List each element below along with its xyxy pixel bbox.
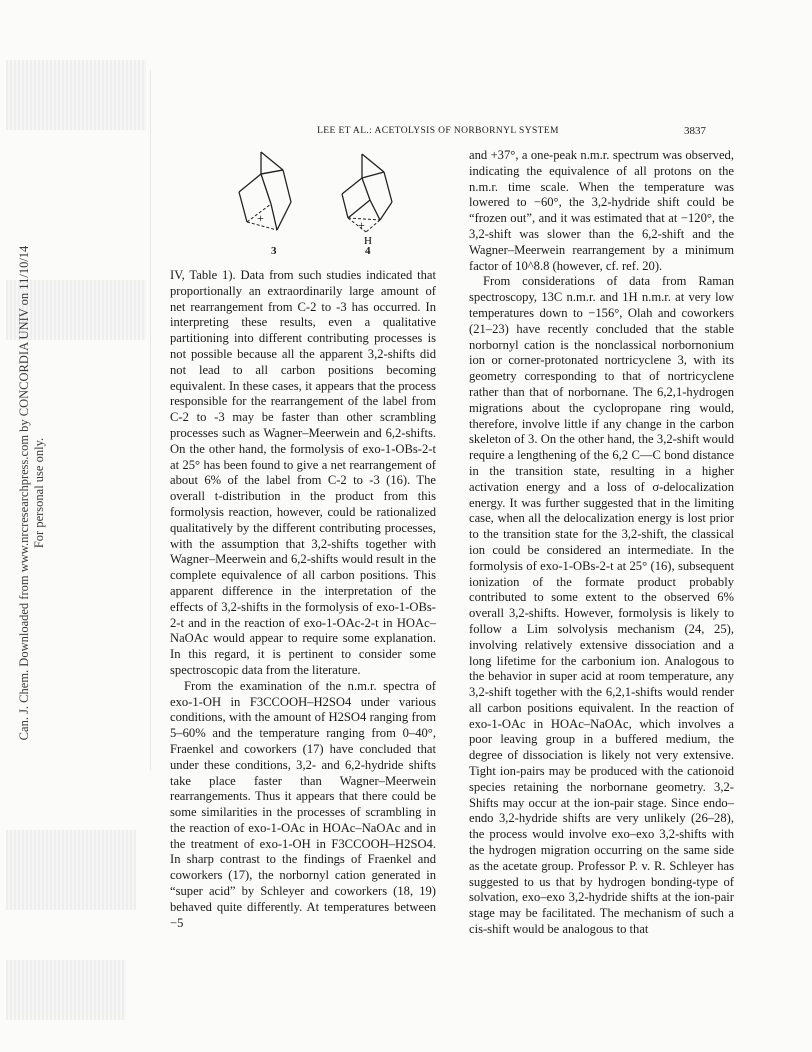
structure-4-diagram — [330, 148, 430, 258]
paragraph: IV, Table 1). Data from such studies indicated that proportionally an extraordinarily large amount of net rearrangement from C-2 to -3 has occurred. In interpreting these results, even a qualitative partitioning into different contributing processes is not possible because all the apparent 3,2-shifts did not lead to all carbon positions becoming equivalent. In these cases, it appears that the process responsible for the rearrangement of the label from C-2 to -3 may be faster than other scrambling processes such as Wagner–Meerwein and 6,2-shifts. On the other hand, the formolysis of exo-1-OBs-2-t at 25° has been found to give a net rearrangement of about 6% of the label from C-2 to -3 (16). The overall t-distribution in the product from this formolysis reaction, however, could be rationalized qualitatively by the different contributing processes, with the assumption that 3,2-shifts together with Wagner–Meerwein and 6,2-shifts would result in the complete equivalence of all carbon positions. This apparent difference in the interpretation of the effects of 3,2-shifts in the formolysis of exo-1-OBs-2-t and in the reaction of exo-1-OAc-2-t in HOAc–NaOAc would appear to require some explanation. In this regard, it is pertinent to consider some spectroscopic data from the literature. — [170, 268, 436, 677]
page-header — [170, 126, 706, 142]
bridging-hydrogen: H — [364, 235, 372, 247]
scan-noise — [6, 960, 126, 1020]
paragraph: From the examination of the n.m.r. spectra of exo-1-OH in F3CCOOH–H2SO4 under various conditions, with the amount of H2SO4 ranging from 5–60% and the temperature ranging from 0–40°, Fraenkel and coworkers (17) have concluded that under these conditions, 3,2- and 6,2-hydride shifts take place faster than Wagner–Meerwein rearrangements. Thus it appears that there could be some similarities in the processes of scrambling in the reaction of exo-1-OAc in HOAc–NaOAc and in the treatment of exo-1-OH in F3CCOOH–H2SO4. In sharp contrast to the findings of Fraenkel and coworkers (17), the norbornyl cation generated in “super acid” by Schleyer and coworkers (18, 19) behaved quite differently. At temperatures between −5 — [170, 678, 436, 930]
right-column — [469, 148, 734, 938]
watermark-line-2: For personal use only. — [32, 437, 46, 549]
paragraph: and +37°, a one-peak n.m.r. spectrum was observed, indicating the equivalence of all protons on the n.m.r. time scale. When the temperature was lowered to −60°, the 3,2-hydride shift could be “frozen out”, and it was estimated that at −120°, the 3,2-shift was slower than the 6,2-shift and the Wagner–Meerwein rearrangement by a minimum factor of 10^8.8 (however, cf. ref. 20). — [469, 148, 734, 273]
left-column — [170, 268, 436, 931]
plus-charge: + — [358, 218, 365, 232]
scan-noise — [6, 60, 146, 130]
structure-4-label: 4 — [365, 245, 371, 257]
structure-3-diagram — [225, 148, 325, 258]
page-number: 3837 — [684, 125, 706, 137]
download-watermark — [17, 213, 47, 773]
watermark-line-1: Can. J. Chem. Downloaded from www.nrcresearchpress.com by CONCORDIA UNIV on 11/10/14 — [17, 245, 31, 741]
scan-edge — [150, 70, 151, 770]
plus-charge: + — [257, 211, 264, 225]
structure-3-label: 3 — [271, 245, 277, 257]
scan-noise — [6, 830, 136, 910]
running-title: LEE ET AL.: ACETOLYSIS OF NORBORNYL SYSTEM — [317, 126, 559, 136]
paragraph: From considerations of data from Raman spectroscopy, 13C n.m.r. and 1H n.m.r. at very low temperatures down to −156°, Olah and coworkers (21–23) have recently concluded that the stable norbornyl cation is the nonclassical norbornonium ion or corner-protonated nortricyclene 3, with its geometry corresponding to that of nortricyclene rather than that of norbornane. The 6,2,1-hydrogen migrations about the cyclopropane ring would, therefore, involve little if any change in the carbon skeleton of 3. On the other hand, the 3,2-shift would require a lengthening of the 6,2 C—C bond distance in the transition state, resulting in a higher activation energy and a loss of σ-delocalization energy. It was further suggested that in the limiting case, when all the delocalization energy is lost prior to the transition state for the 3,2-shift, the classical ion could be considered an intermediate. In the formolysis of exo-1-OBs-2-t at 25° (16), subsequent ionization of the formate product probably contributed to some extent to the observed 6% overall 3,2-shifts. However, formolysis is likely to follow a Lim solvolysis mechanism (24, 25), involving relatively extensive dissociation and a long lifetime for the carbonium ion. Analogous to the behavior in super acid at room temperature, any 3,2-shift together with the 6,2,1-shifts would render all carbon positions equivalent. In the reaction of exo-1-OAc in HOAc–NaOAc, which involves a poor leaving group in a buffered medium, the degree of dissociation is likely not very extensive. Tight ion-pairs may be produced with the cationoid species retaining the norbornane geometry. 3,2-Shifts may occur at the ion-pair stage. Since endo–endo 3,2-hydride shifts are very unlikely (26–28), the process would involve exo–exo 3,2-shifts with the hydrogen migration occurring on the same side as the acetate group. Professor P. v. R. Schleyer has suggested to us that by hydrogen bonding-type of solvation, exo–exo 3,2-hydride shifts at the ion-pair stage may be facilitated. The mechanism of such a cis-shift would be analogous to that — [469, 274, 734, 937]
